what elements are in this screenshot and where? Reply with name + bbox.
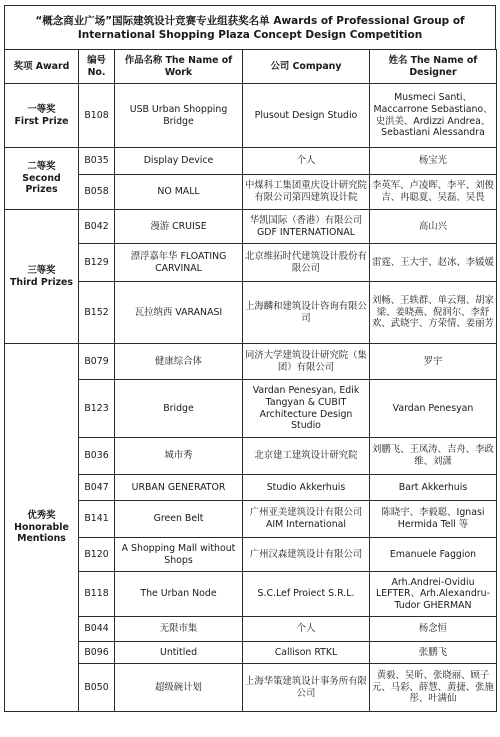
work-name: NO MALL: [115, 175, 243, 210]
designer-name: 黄毅、吴昕、张晓丽、顾子元、马彩、薛慧、黄捷、张施彤、叶满仙: [370, 664, 497, 712]
designer-name: 陈晓宇、李毅聪、Ignasi Hermida Tell 等: [370, 501, 497, 538]
table-row: [5, 642, 497, 664]
designer-name: Bart Akkerhuis: [370, 475, 497, 501]
work-name: Green Belt: [115, 501, 243, 538]
entry-no: B108: [79, 84, 115, 148]
table-row: [5, 244, 497, 282]
work-name: 瓦拉纳西 VARANASI: [115, 282, 243, 344]
award-honorable-mentions: 优秀奖 Honorable Mentions: [5, 344, 79, 712]
award-first-prize: 一等奖 First Prize: [5, 84, 79, 148]
entry-no: B079: [79, 344, 115, 380]
title-line-1: “概念商业广场”国际建筑设计竞赛专业组获奖名单 Awards of Professional Group of: [35, 14, 465, 27]
company-name: 华凯国际（香港）有限公司 GDF INTERNATIONAL: [243, 210, 370, 244]
work-name: 漫游 CRUISE: [115, 210, 243, 244]
table-row: [5, 538, 497, 572]
company-name: Vardan Penesyan, Edik Tangyan & CUBIT Architecture Design Studio: [243, 380, 370, 438]
designer-name: 高山兴: [370, 210, 497, 244]
work-name: USB Urban Shopping Bridge: [115, 84, 243, 148]
entry-no: B058: [79, 175, 115, 210]
designer-name: Musmeci Santi、Maccarrone Sebastiano、史洪美、Ardizzi Andrea、Sebastiani Alessandra: [370, 84, 497, 148]
table-row: [5, 438, 497, 475]
entry-no: B047: [79, 475, 115, 501]
entry-no: B044: [79, 617, 115, 642]
table-row: [5, 344, 497, 380]
designer-name: 张鹏飞: [370, 642, 497, 664]
work-name: Bridge: [115, 380, 243, 438]
table-row: [5, 380, 497, 438]
header-award: 奖项 Award: [5, 50, 79, 84]
entry-no: B042: [79, 210, 115, 244]
entry-no: B050: [79, 664, 115, 712]
designer-name: 杨宝光: [370, 148, 497, 175]
table-row: [5, 175, 497, 210]
work-name: 无限市集: [115, 617, 243, 642]
entry-no: B129: [79, 244, 115, 282]
table-row: [5, 617, 497, 642]
designer-name: Emanuele Faggion: [370, 538, 497, 572]
designer-name: Vardan Penesyan: [370, 380, 497, 438]
awards-table: [4, 49, 497, 712]
company-name: 同济大学建筑设计研究院（集团）有限公司: [243, 344, 370, 380]
company-name: Studio Akkerhuis: [243, 475, 370, 501]
table-row: [5, 282, 497, 344]
company-name: 个人: [243, 617, 370, 642]
work-name: 城市秀: [115, 438, 243, 475]
company-name: 北京建工建筑设计研究院: [243, 438, 370, 475]
header-designer: 姓名 The Name of Designer: [370, 50, 497, 84]
work-name: The Urban Node: [115, 572, 243, 617]
table-row: [5, 664, 497, 712]
work-name: 超级碗计划: [115, 664, 243, 712]
designer-name: 刘鹏飞、王凤涛、吉舟、李政维、刘潇: [370, 438, 497, 475]
company-name: S.C.Lef Proiect S.R.L.: [243, 572, 370, 617]
company-name: Plusout Design Studio: [243, 84, 370, 148]
company-name: 广州汉森建筑设计有限公司: [243, 538, 370, 572]
work-name: A Shopping Mall without Shops: [115, 538, 243, 572]
entry-no: B035: [79, 148, 115, 175]
designer-name: 罗宇: [370, 344, 497, 380]
document-title: [4, 5, 496, 49]
entry-no: B141: [79, 501, 115, 538]
company-name: 中煤科工集团重庆设计研究院有限公司第四建筑设计院: [243, 175, 370, 210]
work-name: URBAN GENERATOR: [115, 475, 243, 501]
header-no: 编号 No.: [79, 50, 115, 84]
entry-no: B096: [79, 642, 115, 664]
designer-name: 雷霆、王大宇、赵冰、李媛媛: [370, 244, 497, 282]
entry-no: B152: [79, 282, 115, 344]
company-name: 上海麟和建筑设计咨询有限公司: [243, 282, 370, 344]
table-row: [5, 148, 497, 175]
designer-name: Arh.Andrei-Ovidiu LEFTER、Arh.Alexandru-Tudor GHERMAN: [370, 572, 497, 617]
entry-no: B118: [79, 572, 115, 617]
company-name: 个人: [243, 148, 370, 175]
table-row: [5, 475, 497, 501]
award-second-prizes: 二等奖 Second Prizes: [5, 148, 79, 210]
entry-no: B036: [79, 438, 115, 475]
company-name: 广州亚美建筑设计有限公司 AIM International: [243, 501, 370, 538]
table-row: [5, 84, 497, 148]
entry-no: B120: [79, 538, 115, 572]
header-row: [5, 50, 497, 84]
work-name: Display Device: [115, 148, 243, 175]
entry-no: B123: [79, 380, 115, 438]
award-third-prizes: 三等奖 Third Prizes: [5, 210, 79, 344]
table-row: [5, 501, 497, 538]
company-name: 北京维拓时代建筑设计股份有限公司: [243, 244, 370, 282]
designer-name: 杨念恒: [370, 617, 497, 642]
designer-name: 刘畅、王轶群、单云翔、胡家梁、姜晓燕、倪润尔、李舒欢、武晓宇、方荣情、姜丽芳: [370, 282, 497, 344]
designer-name: 李英军、卢凌晖、李平、刘俊吉、冉聪夏、吴磊、吴畏: [370, 175, 497, 210]
work-name: Untitled: [115, 642, 243, 664]
company-name: Callison RTKL: [243, 642, 370, 664]
header-company: 公司 Company: [243, 50, 370, 84]
header-work: 作品名称 The Name of Work: [115, 50, 243, 84]
company-name: 上海华策建筑设计事务所有限公司: [243, 664, 370, 712]
table-row: [5, 572, 497, 617]
table-row: [5, 210, 497, 244]
work-name: 漂浮嘉年华 FLOATING CARVINAL: [115, 244, 243, 282]
title-line-2: International Shopping Plaza Concept Design Competition: [77, 28, 423, 41]
work-name: 健康综合体: [115, 344, 243, 380]
